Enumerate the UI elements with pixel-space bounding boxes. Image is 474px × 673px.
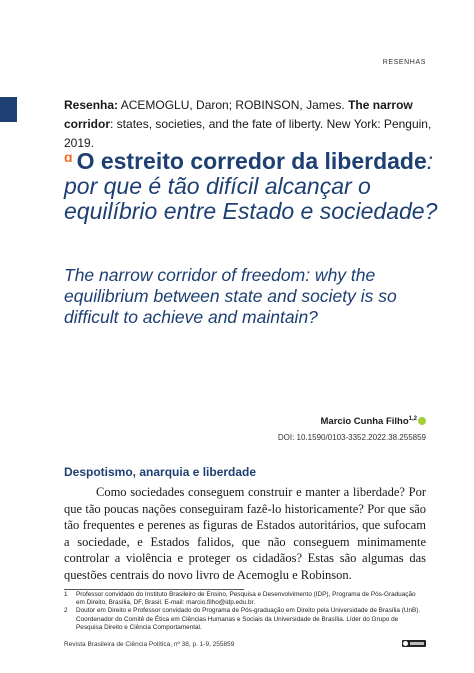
author-line bbox=[321, 416, 426, 427]
author-name: Marcio Cunha Filho bbox=[320, 416, 409, 428]
review-label: Resenha: bbox=[64, 98, 119, 112]
journal-footer: Revista Brasileira de Ciência Política, nº 38, p. 1-9, 255859 bbox=[64, 641, 235, 648]
body-paragraph bbox=[64, 484, 426, 584]
footnotes bbox=[64, 591, 426, 632]
title-italic: : por que é tão difícil alcançar o equilíbrio entre Estado e sociedade? bbox=[64, 148, 438, 224]
footnote-divider bbox=[64, 589, 244, 590]
author-affiliation-refs: 1,2 bbox=[408, 416, 417, 422]
review-book-title: The narrow corridor bbox=[64, 98, 413, 131]
section-heading: Despotismo, anarquia e liberdade bbox=[64, 465, 257, 479]
article-title bbox=[64, 145, 444, 224]
footnote-item bbox=[64, 607, 426, 632]
article-title-english: The narrow corridor of freedom: why the equilibrium between state and society is so difficult to achieve and maintain? bbox=[64, 265, 397, 327]
open-access-icon: ɑ bbox=[64, 149, 73, 165]
footnote-number: 1 bbox=[64, 591, 68, 598]
review-rest: : states, societies, and the fate of liberty. New York: Penguin, 2019. bbox=[64, 117, 432, 150]
footnote-number: 2 bbox=[64, 607, 68, 615]
cc-by-icon[interactable] bbox=[402, 640, 426, 647]
section-tag: RESENHAS bbox=[382, 59, 426, 66]
body-text: Como sociedades conseguem construir e manter a liberdade? Por que tão poucas nações conseguiram fazê-lo historicamente? Por que são tão frequentes e perenes as figuras de Estados autoritários, que sufocam a sociedade, e Estados falidos, que não conseguem minimamente controlar a violência e proteger os cidadãos? Estas são algumas das questões centrais do novo livro de Acemoglu e Robinson. bbox=[64, 485, 426, 582]
footnote-text: Professor convidado do Instituto Brasileiro de Ensino, Pesquisa e Desenvolvimento (IDP), Programa de Pós-Graduação em Direito, Brasília, DF, Brasil. E-mail: marcio.filho@idp.edu.br. bbox=[76, 591, 416, 607]
orcid-icon[interactable] bbox=[418, 417, 426, 425]
title-bold: O estreito corredor da liberdade bbox=[76, 148, 427, 174]
footnote-text: Doutor em Direito e Professor convidado do Programa de Pós-graduação em Direito pela Universidade de Brasília (UnB). Coordenador do Comitê de Ética em Ciências Humanas e Sociais da Universidade de Brasília. Líder do Grupo de Pesquisa Direito e Ciência Comportamental. bbox=[76, 607, 421, 631]
side-marker bbox=[0, 97, 17, 122]
doi[interactable]: DOI: 10.1590/0103-3352.2022.38.255859 bbox=[277, 433, 426, 442]
review-authors: ACEMOGLU, Daron; ROBINSON, James. bbox=[118, 98, 349, 112]
footnote-item bbox=[64, 591, 426, 607]
